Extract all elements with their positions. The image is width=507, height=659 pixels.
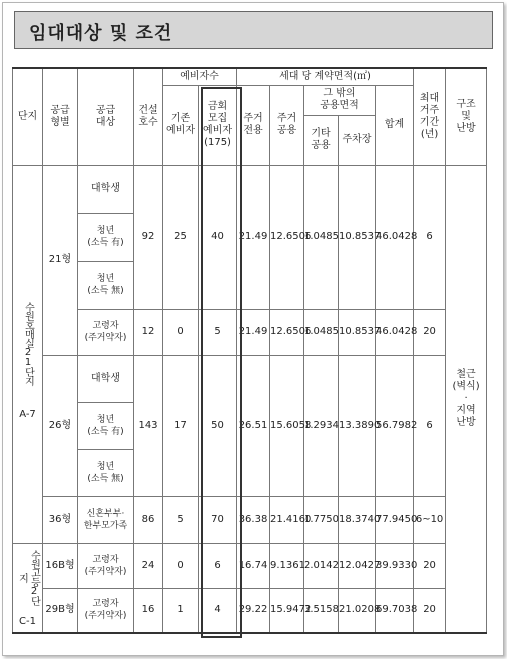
cell: 3.5158 — [304, 588, 339, 633]
cell: 0 — [163, 543, 199, 588]
cell: 5 — [199, 309, 237, 355]
cell: 10.8537 — [339, 309, 376, 355]
cell: 6 — [414, 165, 446, 309]
cell: 15.9472 — [270, 588, 304, 633]
cell: 4 — [199, 588, 237, 633]
cell: 20 — [414, 588, 446, 633]
header-other-shared: 기타 공용 — [304, 115, 339, 165]
header-total: 합계 — [376, 85, 414, 165]
cell: 2.0142 — [304, 543, 339, 588]
target-elderly: 고령자 (주거약자) — [78, 309, 134, 355]
cell: 1.2934 — [304, 355, 339, 496]
cell: 16 — [134, 588, 163, 633]
cell: 39.9330 — [376, 543, 414, 588]
header-danji: 단지 — [13, 68, 43, 165]
table-row — [13, 496, 487, 543]
cell: 70 — [199, 496, 237, 543]
header-exclusive: 주거 전용 — [237, 85, 270, 165]
cell: 20 — [414, 309, 446, 355]
cell: 21.49 — [237, 165, 270, 309]
cell: 25 — [163, 165, 199, 309]
type-36: 36형 — [43, 496, 78, 543]
target-elderly: 고령자 (주거약자) — [78, 588, 134, 633]
header-row-1 — [13, 68, 487, 85]
header-supply-type: 공급 형별 — [43, 68, 78, 165]
cell: 86 — [134, 496, 163, 543]
target-youth-income-yes: 청년 (소득 有) — [78, 213, 134, 261]
cell: 12.6506 — [270, 309, 304, 355]
danji-c-code: C-1 — [19, 615, 36, 627]
table-row — [13, 355, 487, 402]
type-21: 21형 — [43, 165, 78, 355]
cell: 17 — [163, 355, 199, 496]
danji-a-code: A-7 — [19, 409, 36, 420]
cell: 6 — [199, 543, 237, 588]
cell: 0 — [163, 309, 199, 355]
cell: 24 — [134, 543, 163, 588]
table-row — [13, 543, 487, 588]
cell: 1.0485 — [304, 309, 339, 355]
target-newlywed: 신혼부부· 한부모가족 — [78, 496, 134, 543]
cell: 20 — [414, 543, 446, 588]
cell: 26.51 — [237, 355, 270, 496]
header-other-shared-group: 그 밖의 공용면적 — [304, 85, 376, 115]
cell: 16.74 — [237, 543, 270, 588]
cell: 50 — [199, 355, 237, 496]
header-parking: 주차장 — [339, 115, 376, 165]
target-student: 대학생 — [78, 165, 134, 213]
danji-a-cell — [13, 165, 43, 543]
header-new-reserve: 금회 모집 예비자 (175) — [199, 85, 237, 165]
cell: 15.6058 — [270, 355, 304, 496]
cell: 29.22 — [237, 588, 270, 633]
header-structure: 구조 및 난방 — [446, 68, 487, 165]
cell: 46.0428 — [376, 165, 414, 309]
cell: 77.9450 — [376, 496, 414, 543]
table-row — [13, 309, 487, 355]
target-student: 대학생 — [78, 355, 134, 402]
table-row — [13, 588, 487, 633]
cell: 40 — [199, 165, 237, 309]
cell: 46.0428 — [376, 309, 414, 355]
header-built-units: 건설 호수 — [134, 68, 163, 165]
type-29b: 29B형 — [43, 588, 78, 633]
cell: 1.0485 — [304, 165, 339, 309]
cell: 143 — [134, 355, 163, 496]
header-shared: 주거 공용 — [270, 85, 304, 165]
target-youth-income-yes: 청년 (소득 有) — [78, 402, 134, 449]
target-youth-income-no: 청년 (소득 無) — [78, 449, 134, 496]
header-supply-target: 공급 대상 — [78, 68, 134, 165]
target-youth-income-no: 청년 (소득 無) — [78, 261, 134, 309]
structure-value: 철근 (벽식) · 지역 난방 — [446, 165, 487, 633]
cell: 21.0208 — [339, 588, 376, 633]
header-reserve-count: 예비자수 — [163, 68, 237, 85]
rental-conditions-table — [12, 67, 487, 634]
title-bar — [14, 11, 493, 49]
danji-a-name: 수원호매실21단지 — [22, 301, 34, 385]
danji-c-name: 수원고등2단지 — [16, 550, 40, 606]
cell: 6~10 — [414, 496, 446, 543]
cell: 5 — [163, 496, 199, 543]
cell: 36.38 — [237, 496, 270, 543]
header-max-residence: 최대 거주 기간 (년) — [414, 68, 446, 165]
cell: 69.7038 — [376, 588, 414, 633]
type-26: 26형 — [43, 355, 78, 496]
cell: 13.3890 — [339, 355, 376, 496]
danji-c-cell — [13, 543, 43, 633]
cell: 12.0427 — [339, 543, 376, 588]
cell: 12.6506 — [270, 165, 304, 309]
cell: 1 — [163, 588, 199, 633]
page-title: 임대대상 및 조건 — [29, 23, 173, 44]
table-row — [13, 165, 487, 213]
cell: 21.49 — [237, 309, 270, 355]
cell: 18.3740 — [339, 496, 376, 543]
cell: 92 — [134, 165, 163, 309]
cell: 56.7982 — [376, 355, 414, 496]
cell: 9.1361 — [270, 543, 304, 588]
cell: 1.7750 — [304, 496, 339, 543]
target-elderly: 고령자 (주거약자) — [78, 543, 134, 588]
cell: 6 — [414, 355, 446, 496]
header-existing-reserve: 기존 예비자 — [163, 85, 199, 165]
cell: 12 — [134, 309, 163, 355]
header-area: 세대 당 계약면적(㎡) — [237, 68, 414, 85]
type-16b: 16B형 — [43, 543, 78, 588]
cell: 21.4160 — [270, 496, 304, 543]
cell: 10.8537 — [339, 165, 376, 309]
